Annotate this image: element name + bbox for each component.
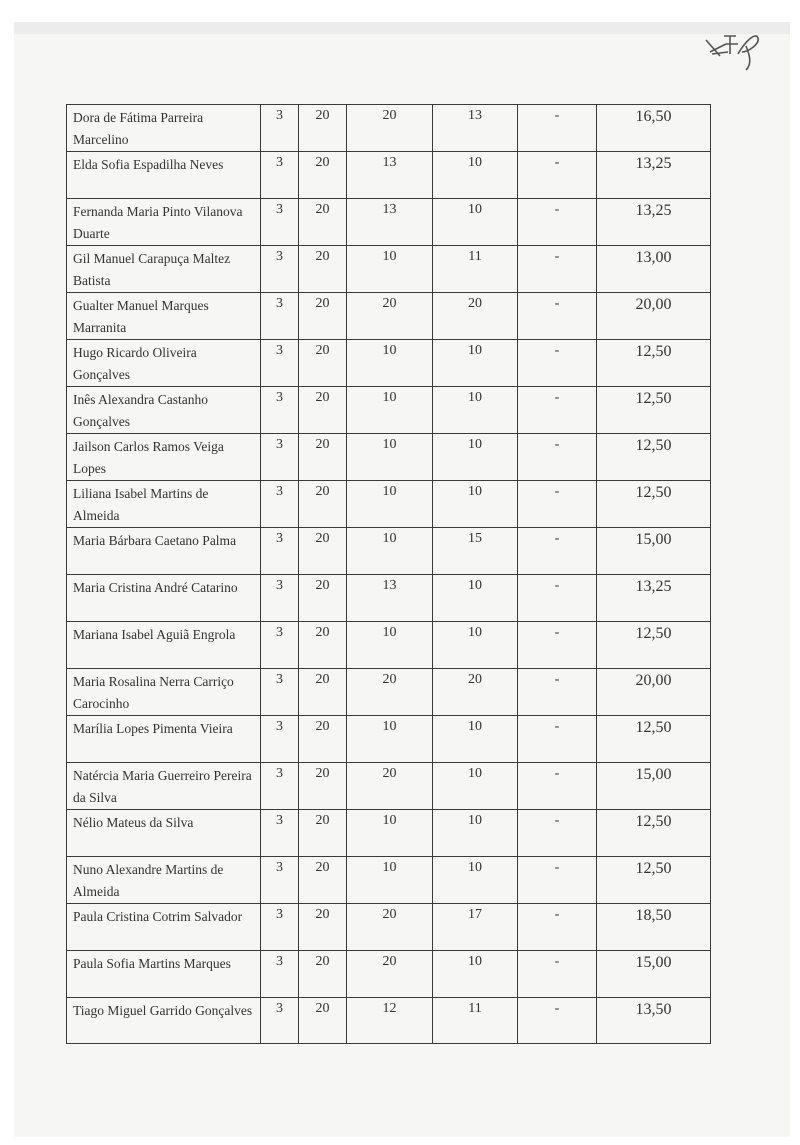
score-cell: 20 bbox=[299, 763, 347, 810]
score-cell: - bbox=[518, 810, 597, 857]
student-name-cell: Nélio Mateus da Silva bbox=[67, 810, 261, 857]
score-cell: - bbox=[518, 622, 597, 669]
score-cell: - bbox=[518, 481, 597, 528]
student-name-cell: Inês Alexandra Castanho Gonçalves bbox=[67, 387, 261, 434]
final-grade-cell: 15,00 bbox=[597, 763, 711, 810]
score-cell: - bbox=[518, 857, 597, 904]
table-row bbox=[67, 481, 711, 528]
final-grade-cell: 12,50 bbox=[597, 857, 711, 904]
score-cell: 17 bbox=[433, 904, 518, 951]
score-cell: 3 bbox=[261, 716, 299, 763]
score-cell: - bbox=[518, 199, 597, 246]
score-cell: 10 bbox=[433, 340, 518, 387]
score-cell: 20 bbox=[299, 246, 347, 293]
score-cell: 10 bbox=[433, 810, 518, 857]
score-cell: 20 bbox=[299, 528, 347, 575]
score-cell: 20 bbox=[347, 904, 433, 951]
score-cell: 10 bbox=[347, 340, 433, 387]
score-cell: 13 bbox=[347, 575, 433, 622]
score-cell: 10 bbox=[433, 951, 518, 998]
score-cell: 13 bbox=[347, 199, 433, 246]
score-cell: 3 bbox=[261, 199, 299, 246]
student-name-cell: Maria Rosalina Nerra Carriço Carocinho bbox=[67, 669, 261, 716]
score-cell: 10 bbox=[433, 575, 518, 622]
score-cell: 20 bbox=[347, 669, 433, 716]
table-row bbox=[67, 998, 711, 1044]
score-cell: 20 bbox=[347, 951, 433, 998]
table-row bbox=[67, 293, 711, 340]
score-cell: 20 bbox=[347, 293, 433, 340]
final-grade-cell: 12,50 bbox=[597, 810, 711, 857]
score-cell: 10 bbox=[433, 387, 518, 434]
score-cell: 20 bbox=[299, 622, 347, 669]
final-grade-cell: 15,00 bbox=[597, 528, 711, 575]
final-grade-cell: 12,50 bbox=[597, 340, 711, 387]
score-cell: 10 bbox=[433, 716, 518, 763]
table-row bbox=[67, 857, 711, 904]
score-cell: - bbox=[518, 669, 597, 716]
score-cell: 10 bbox=[347, 528, 433, 575]
table-row bbox=[67, 387, 711, 434]
final-grade-cell: 18,50 bbox=[597, 904, 711, 951]
student-name-cell: Marília Lopes Pimenta Vieira bbox=[67, 716, 261, 763]
student-name-cell: Paula Sofia Martins Marques bbox=[67, 951, 261, 998]
table-row bbox=[67, 152, 711, 199]
student-name-cell: Gil Manuel Carapuça Maltez Batista bbox=[67, 246, 261, 293]
student-name-cell: Hugo Ricardo Oliveira Gonçalves bbox=[67, 340, 261, 387]
final-grade-cell: 20,00 bbox=[597, 669, 711, 716]
score-cell: 20 bbox=[433, 293, 518, 340]
score-cell: 10 bbox=[347, 481, 433, 528]
student-name-cell: Nuno Alexandre Martins de Almeida bbox=[67, 857, 261, 904]
score-cell: 10 bbox=[347, 810, 433, 857]
score-cell: - bbox=[518, 998, 597, 1044]
student-name-cell: Natércia Maria Guerreiro Pereira da Silva bbox=[67, 763, 261, 810]
score-cell: 20 bbox=[299, 669, 347, 716]
score-cell: 3 bbox=[261, 387, 299, 434]
grades-table bbox=[66, 104, 711, 1044]
score-cell: 20 bbox=[433, 669, 518, 716]
score-cell: - bbox=[518, 716, 597, 763]
score-cell: - bbox=[518, 528, 597, 575]
student-name-cell: Mariana Isabel Aguiã Engrola bbox=[67, 622, 261, 669]
score-cell: 10 bbox=[433, 763, 518, 810]
table-row bbox=[67, 105, 711, 152]
score-cell: 3 bbox=[261, 105, 299, 152]
score-cell: 3 bbox=[261, 340, 299, 387]
score-cell: 3 bbox=[261, 810, 299, 857]
final-grade-cell: 13,25 bbox=[597, 575, 711, 622]
score-cell: 3 bbox=[261, 434, 299, 481]
table-row bbox=[67, 716, 711, 763]
student-name-cell: Elda Sofia Espadilha Neves bbox=[67, 152, 261, 199]
score-cell: 3 bbox=[261, 951, 299, 998]
student-name-cell: Paula Cristina Cotrim Salvador bbox=[67, 904, 261, 951]
table-row bbox=[67, 528, 711, 575]
student-name-cell: Tiago Miguel Garrido Gonçalves bbox=[67, 998, 261, 1044]
score-cell: 20 bbox=[299, 998, 347, 1044]
score-cell: 10 bbox=[433, 434, 518, 481]
final-grade-cell: 12,50 bbox=[597, 434, 711, 481]
score-cell: 3 bbox=[261, 293, 299, 340]
score-cell: 10 bbox=[347, 857, 433, 904]
score-cell: - bbox=[518, 105, 597, 152]
score-cell: 3 bbox=[261, 152, 299, 199]
score-cell: 11 bbox=[433, 246, 518, 293]
student-name-cell: Liliana Isabel Martins de Almeida bbox=[67, 481, 261, 528]
score-cell: 3 bbox=[261, 622, 299, 669]
final-grade-cell: 13,25 bbox=[597, 152, 711, 199]
score-cell: 10 bbox=[433, 481, 518, 528]
score-cell: 20 bbox=[299, 716, 347, 763]
student-name-cell: Gualter Manuel Marques Marranita bbox=[67, 293, 261, 340]
score-cell: 13 bbox=[347, 152, 433, 199]
score-cell: 20 bbox=[299, 481, 347, 528]
table-row bbox=[67, 199, 711, 246]
score-cell: 3 bbox=[261, 669, 299, 716]
score-cell: 3 bbox=[261, 575, 299, 622]
table-row bbox=[67, 669, 711, 716]
final-grade-cell: 12,50 bbox=[597, 481, 711, 528]
final-grade-cell: 16,50 bbox=[597, 105, 711, 152]
table-row bbox=[67, 340, 711, 387]
final-grade-cell: 13,50 bbox=[597, 998, 711, 1044]
score-cell: 3 bbox=[261, 998, 299, 1044]
score-cell: - bbox=[518, 340, 597, 387]
final-grade-cell: 12,50 bbox=[597, 622, 711, 669]
score-cell: 13 bbox=[433, 105, 518, 152]
score-cell: 10 bbox=[433, 152, 518, 199]
score-cell: 20 bbox=[299, 340, 347, 387]
score-cell: 20 bbox=[299, 387, 347, 434]
student-name-cell: Maria Bárbara Caetano Palma bbox=[67, 528, 261, 575]
score-cell: 12 bbox=[347, 998, 433, 1044]
score-cell: 20 bbox=[347, 763, 433, 810]
score-cell: - bbox=[518, 951, 597, 998]
table-row bbox=[67, 763, 711, 810]
score-cell: 20 bbox=[299, 904, 347, 951]
score-cell: 3 bbox=[261, 481, 299, 528]
table-row bbox=[67, 434, 711, 481]
score-cell: - bbox=[518, 434, 597, 481]
score-cell: 20 bbox=[299, 951, 347, 998]
score-cell: 3 bbox=[261, 763, 299, 810]
score-cell: 10 bbox=[347, 622, 433, 669]
final-grade-cell: 12,50 bbox=[597, 716, 711, 763]
score-cell: 3 bbox=[261, 246, 299, 293]
score-cell: 20 bbox=[299, 857, 347, 904]
score-cell: 10 bbox=[347, 387, 433, 434]
score-cell: - bbox=[518, 904, 597, 951]
student-name-cell: Maria Cristina André Catarino bbox=[67, 575, 261, 622]
score-cell: 10 bbox=[433, 622, 518, 669]
score-cell: 3 bbox=[261, 528, 299, 575]
table-row bbox=[67, 904, 711, 951]
score-cell: 20 bbox=[299, 199, 347, 246]
score-cell: - bbox=[518, 293, 597, 340]
score-cell: - bbox=[518, 152, 597, 199]
final-grade-cell: 15,00 bbox=[597, 951, 711, 998]
score-cell: - bbox=[518, 387, 597, 434]
table-row bbox=[67, 810, 711, 857]
table-row bbox=[67, 575, 711, 622]
score-cell: 20 bbox=[299, 293, 347, 340]
score-cell: 20 bbox=[347, 105, 433, 152]
student-name-cell: Jailson Carlos Ramos Veiga Lopes bbox=[67, 434, 261, 481]
table-row bbox=[67, 622, 711, 669]
score-cell: 3 bbox=[261, 857, 299, 904]
student-name-cell: Fernanda Maria Pinto Vilanova Duarte bbox=[67, 199, 261, 246]
score-cell: 15 bbox=[433, 528, 518, 575]
final-grade-cell: 13,00 bbox=[597, 246, 711, 293]
score-cell: 10 bbox=[433, 857, 518, 904]
handwritten-initials-signature bbox=[702, 30, 786, 74]
score-cell: - bbox=[518, 575, 597, 622]
score-cell: 20 bbox=[299, 152, 347, 199]
final-grade-cell: 12,50 bbox=[597, 387, 711, 434]
score-cell: 20 bbox=[299, 434, 347, 481]
score-cell: 10 bbox=[347, 434, 433, 481]
final-grade-cell: 13,25 bbox=[597, 199, 711, 246]
score-cell: 11 bbox=[433, 998, 518, 1044]
score-cell: 3 bbox=[261, 904, 299, 951]
score-cell: 10 bbox=[347, 716, 433, 763]
student-name-cell: Dora de Fátima Parreira Marcelino bbox=[67, 105, 261, 152]
table-row bbox=[67, 246, 711, 293]
final-grade-cell: 20,00 bbox=[597, 293, 711, 340]
score-cell: 20 bbox=[299, 105, 347, 152]
table-row bbox=[67, 951, 711, 998]
score-cell: 10 bbox=[347, 246, 433, 293]
score-cell: - bbox=[518, 763, 597, 810]
score-cell: - bbox=[518, 246, 597, 293]
score-cell: 20 bbox=[299, 575, 347, 622]
score-cell: 10 bbox=[433, 199, 518, 246]
score-cell: 20 bbox=[299, 810, 347, 857]
scan-edge bbox=[14, 22, 790, 34]
